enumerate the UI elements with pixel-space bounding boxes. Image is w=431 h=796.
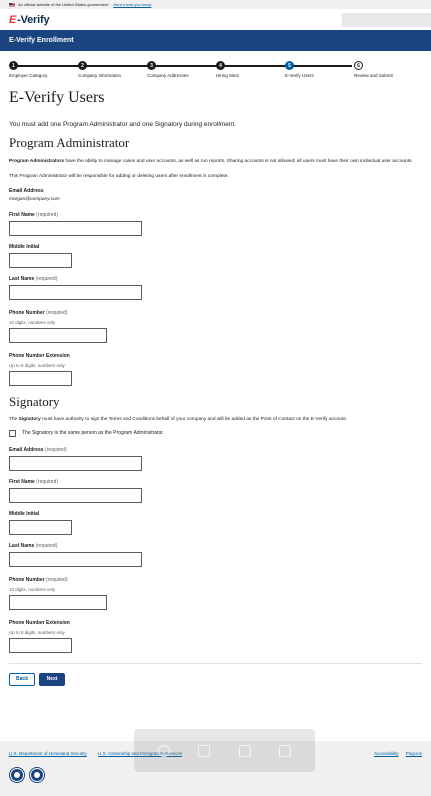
same-person-checkbox[interactable] bbox=[9, 430, 16, 437]
step-employer-category bbox=[9, 61, 48, 78]
sig-phone-input[interactable] bbox=[9, 595, 107, 610]
accessibility-link[interactable]: Accessibility bbox=[373, 751, 399, 756]
sig-extension-hint: Up to 6 digits, numbers only bbox=[9, 629, 65, 635]
step-label: E-Verify Users bbox=[285, 73, 314, 78]
step-number: 6 bbox=[354, 61, 363, 70]
plugins-link[interactable]: Plug-ins bbox=[405, 751, 422, 756]
header-utility-area bbox=[342, 13, 431, 27]
pa-extension-group bbox=[9, 353, 422, 386]
signatory-heading: Signatory bbox=[9, 394, 60, 409]
sig-first-name-group bbox=[9, 479, 422, 503]
step-everify-users bbox=[285, 61, 314, 78]
sig-phone-group bbox=[9, 577, 422, 610]
sig-extension-label: Phone Number Extension bbox=[9, 619, 70, 626]
pa-first-name-input[interactable] bbox=[9, 221, 142, 236]
back-button[interactable]: Back bbox=[9, 673, 35, 686]
next-button[interactable]: Next bbox=[39, 673, 65, 686]
sig-email-label: Email Address (required) bbox=[9, 446, 67, 453]
pa-phone-label: Phone Number (required) bbox=[9, 310, 68, 316]
step-hiring-sites bbox=[216, 61, 239, 78]
pa-phone-input[interactable] bbox=[9, 328, 107, 343]
brand-bar bbox=[0, 9, 431, 30]
step-label: Hiring Sites bbox=[216, 73, 240, 78]
pa-extension-hint: Up to 6 digits, numbers only bbox=[9, 363, 65, 368]
sig-phone-label: Phone Number (required) bbox=[9, 576, 68, 583]
pa-phone-hint: 10 digits, numbers only bbox=[9, 320, 56, 325]
sig-email-input[interactable] bbox=[9, 456, 142, 471]
pa-last-name-group bbox=[9, 276, 422, 300]
step-label: Company Information bbox=[78, 73, 122, 78]
step-number: 5 bbox=[285, 61, 294, 70]
main-content bbox=[0, 89, 431, 686]
pa-first-name-group bbox=[9, 212, 422, 236]
step-number: 4 bbox=[216, 61, 225, 70]
pa-email-value: morgan@company.com bbox=[9, 197, 60, 202]
enrollment-title: E-Verify Enrollment bbox=[9, 37, 74, 44]
sig-email-group bbox=[9, 447, 422, 471]
everify-logo[interactable]: E -Verify bbox=[9, 13, 50, 26]
sig-first-name-label: First Name (required) bbox=[9, 478, 58, 485]
uscis-seal-icon bbox=[30, 768, 44, 782]
uscis-link[interactable]: U.S. Citizenship and Immigration Services bbox=[98, 751, 183, 756]
heres-how-you-know-link[interactable]: Here's how you know bbox=[113, 2, 152, 7]
step-label: Review and Submit bbox=[354, 73, 393, 78]
pa-last-name-input[interactable] bbox=[9, 285, 142, 300]
overlay-expand-icon[interactable] bbox=[239, 745, 251, 757]
floating-toolbar-overlay bbox=[134, 729, 315, 772]
step-label: Company Addresses bbox=[147, 73, 189, 78]
overlay-search-icon[interactable] bbox=[158, 745, 170, 757]
pa-middle-initial-label: Middle Initial bbox=[9, 244, 40, 250]
overlay-caption-icon[interactable] bbox=[279, 745, 291, 757]
step-number: 2 bbox=[78, 61, 87, 70]
dhs-seal-icon bbox=[10, 768, 24, 782]
step-company-information bbox=[78, 61, 121, 78]
step-number: 3 bbox=[147, 61, 156, 70]
program-admin-heading: Program Administrator bbox=[9, 135, 130, 150]
us-flag-icon bbox=[9, 3, 15, 7]
same-person-label[interactable]: The Signatory is the same person as the Program Administrator. bbox=[22, 430, 165, 436]
sig-last-name-input[interactable] bbox=[9, 552, 142, 567]
sig-extension-input[interactable] bbox=[9, 638, 72, 653]
sig-last-name-label: Last Name (required) bbox=[9, 542, 58, 549]
sig-first-name-input[interactable] bbox=[9, 488, 142, 503]
form-divider bbox=[9, 663, 422, 664]
sig-last-name-group bbox=[9, 543, 422, 567]
sig-middle-initial-label: Middle Initial bbox=[9, 510, 40, 517]
sig-middle-initial-input[interactable] bbox=[9, 520, 72, 535]
enrollment-title-bar bbox=[0, 30, 431, 51]
signatory-description: The Signatory must have authority to sign the Terms and Conditions behalf of your company and will be added as the Point of Contact on the E-Verify account. bbox=[9, 417, 348, 422]
pa-phone-group bbox=[9, 310, 422, 343]
step-company-addresses bbox=[147, 61, 189, 78]
program-admin-description-2: This Program Administrator will be responsible for adding or deleting users after enrollment is complete. bbox=[9, 173, 229, 179]
overlay-window-icon[interactable] bbox=[198, 745, 210, 757]
dhs-link[interactable]: U.S. Department of Homeland Security bbox=[9, 751, 87, 756]
form-actions bbox=[9, 673, 422, 686]
program-admin-description: Program Administrators have the ability to manage cases and user accounts, as well as run reports. Sharing accounts is not allowed; all users must have their own individual user accounts. bbox=[9, 159, 413, 164]
step-number: 1 bbox=[9, 61, 18, 70]
step-label: Employer Category bbox=[9, 73, 48, 78]
step-review-and-submit bbox=[354, 61, 393, 78]
sig-extension-group bbox=[9, 620, 422, 653]
pa-email-group bbox=[9, 188, 422, 202]
pa-middle-initial-group bbox=[9, 244, 422, 268]
pa-middle-initial-input[interactable] bbox=[9, 253, 72, 268]
enrollment-stepper bbox=[9, 61, 422, 85]
sig-phone-hint: 10 digits, numbers only bbox=[9, 586, 56, 592]
gov-banner bbox=[0, 0, 431, 9]
page-intro: You must add one Program Administrator and one Signatory during enrollment. bbox=[9, 121, 237, 128]
same-person-row[interactable] bbox=[9, 430, 422, 437]
sig-middle-initial-group bbox=[9, 511, 422, 535]
pa-first-name-label: First Name (required) bbox=[9, 212, 58, 218]
page-title: E-Verify Users bbox=[9, 89, 105, 106]
pa-extension-label: Phone Number Extension bbox=[9, 353, 70, 359]
pa-email-label: Email Address bbox=[9, 188, 44, 194]
pa-last-name-label: Last Name (required) bbox=[9, 276, 58, 282]
pa-extension-input[interactable] bbox=[9, 371, 72, 386]
gov-banner-text: An official website of the United States government bbox=[18, 2, 109, 7]
